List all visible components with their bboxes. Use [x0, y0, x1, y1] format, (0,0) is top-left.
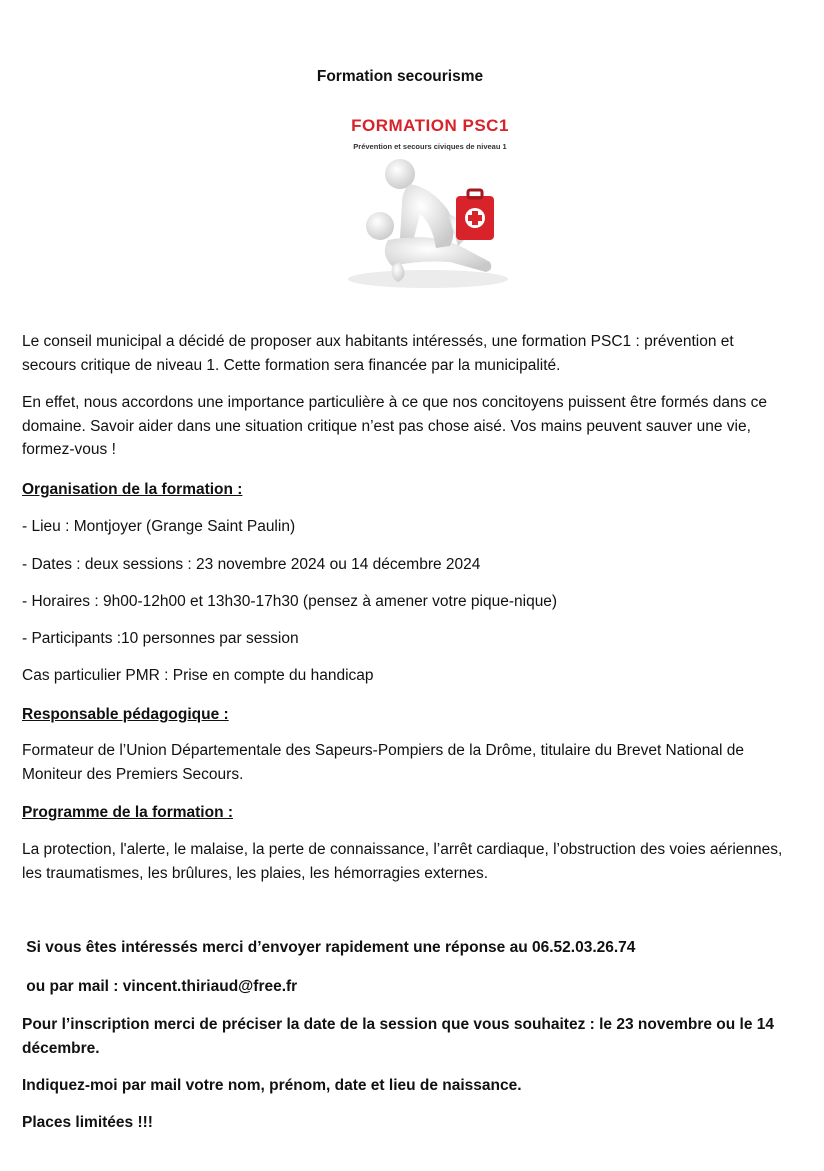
- indiquez-text: Indiquez-moi par mail votre nom, prénom, date et lieu de naissance.: [22, 1077, 522, 1094]
- organisation-item-participants: - Participants :10 personnes par session: [22, 630, 299, 647]
- inscription-text: Pour l’inscription merci de préciser la date de la session que vous souhaitez : le 23 novembre ou le 14 décembre.: [22, 1016, 774, 1057]
- organisation-item-dates: - Dates : deux sessions : 23 novembre 2024 ou 14 décembre 2024: [22, 556, 481, 573]
- intro-paragraph-1: Le conseil municipal a décidé de proposer aux habitants intéressés, une formation PSC1 : prévention et secours critique de niveau 1. Cette formation sera financée par la municipalité.: [22, 333, 734, 374]
- responsable-text: Formateur de l’Union Départementale des Sapeurs-Pompiers de la Drôme, titulaire du Brevet National de Moniteur des Premiers Secours.: [22, 742, 744, 783]
- psc1-logo: [340, 112, 520, 297]
- intro-paragraph-2: En effet, nous accordons une importance particulière à ce que nos concitoyens puissent être formés dans ce domaine. Savoir aider dans une situation critique n’est pas chose aisé. Vos mains peuvent sauver une vie, formez-vous !: [22, 394, 768, 458]
- contact-phone-line: Si vous êtes intéressés merci d’envoyer rapidement une réponse au 06.52.03.26.74: [22, 939, 636, 956]
- responsable-heading: Responsable pédagogique :: [22, 706, 229, 723]
- places-limitees-text: Places limitées !!!: [22, 1114, 153, 1131]
- contact-mail-line: ou par mail : vincent.thiriaud@free.fr: [22, 978, 298, 995]
- page-title: Formation secourisme: [316, 68, 484, 85]
- programme-text: La protection, l'alerte, le malaise, la perte de connaissance, l’arrêt cardiaque, l’obstruction des voies aériennes, les traumatismes, les brûlures, les plaies, les hémorragies externes.: [22, 841, 783, 882]
- logo-heading: FORMATION PSC1: [351, 116, 509, 135]
- organisation-item-pmr: Cas particulier PMR : Prise en compte du handicap: [22, 667, 374, 684]
- organisation-heading: Organisation de la formation :: [22, 481, 243, 498]
- victim-head-icon: [366, 212, 394, 240]
- logo-subheading: Prévention et secours civiques de niveau 1: [353, 142, 507, 151]
- first-aid-illustration: [340, 154, 520, 294]
- organisation-item-horaires: - Horaires : 9h00-12h00 et 13h30-17h30 (pensez à amener votre pique-nique): [22, 593, 558, 610]
- organisation-item-lieu: - Lieu : Montjoyer (Grange Saint Paulin): [22, 518, 296, 535]
- programme-heading: Programme de la formation :: [22, 804, 234, 821]
